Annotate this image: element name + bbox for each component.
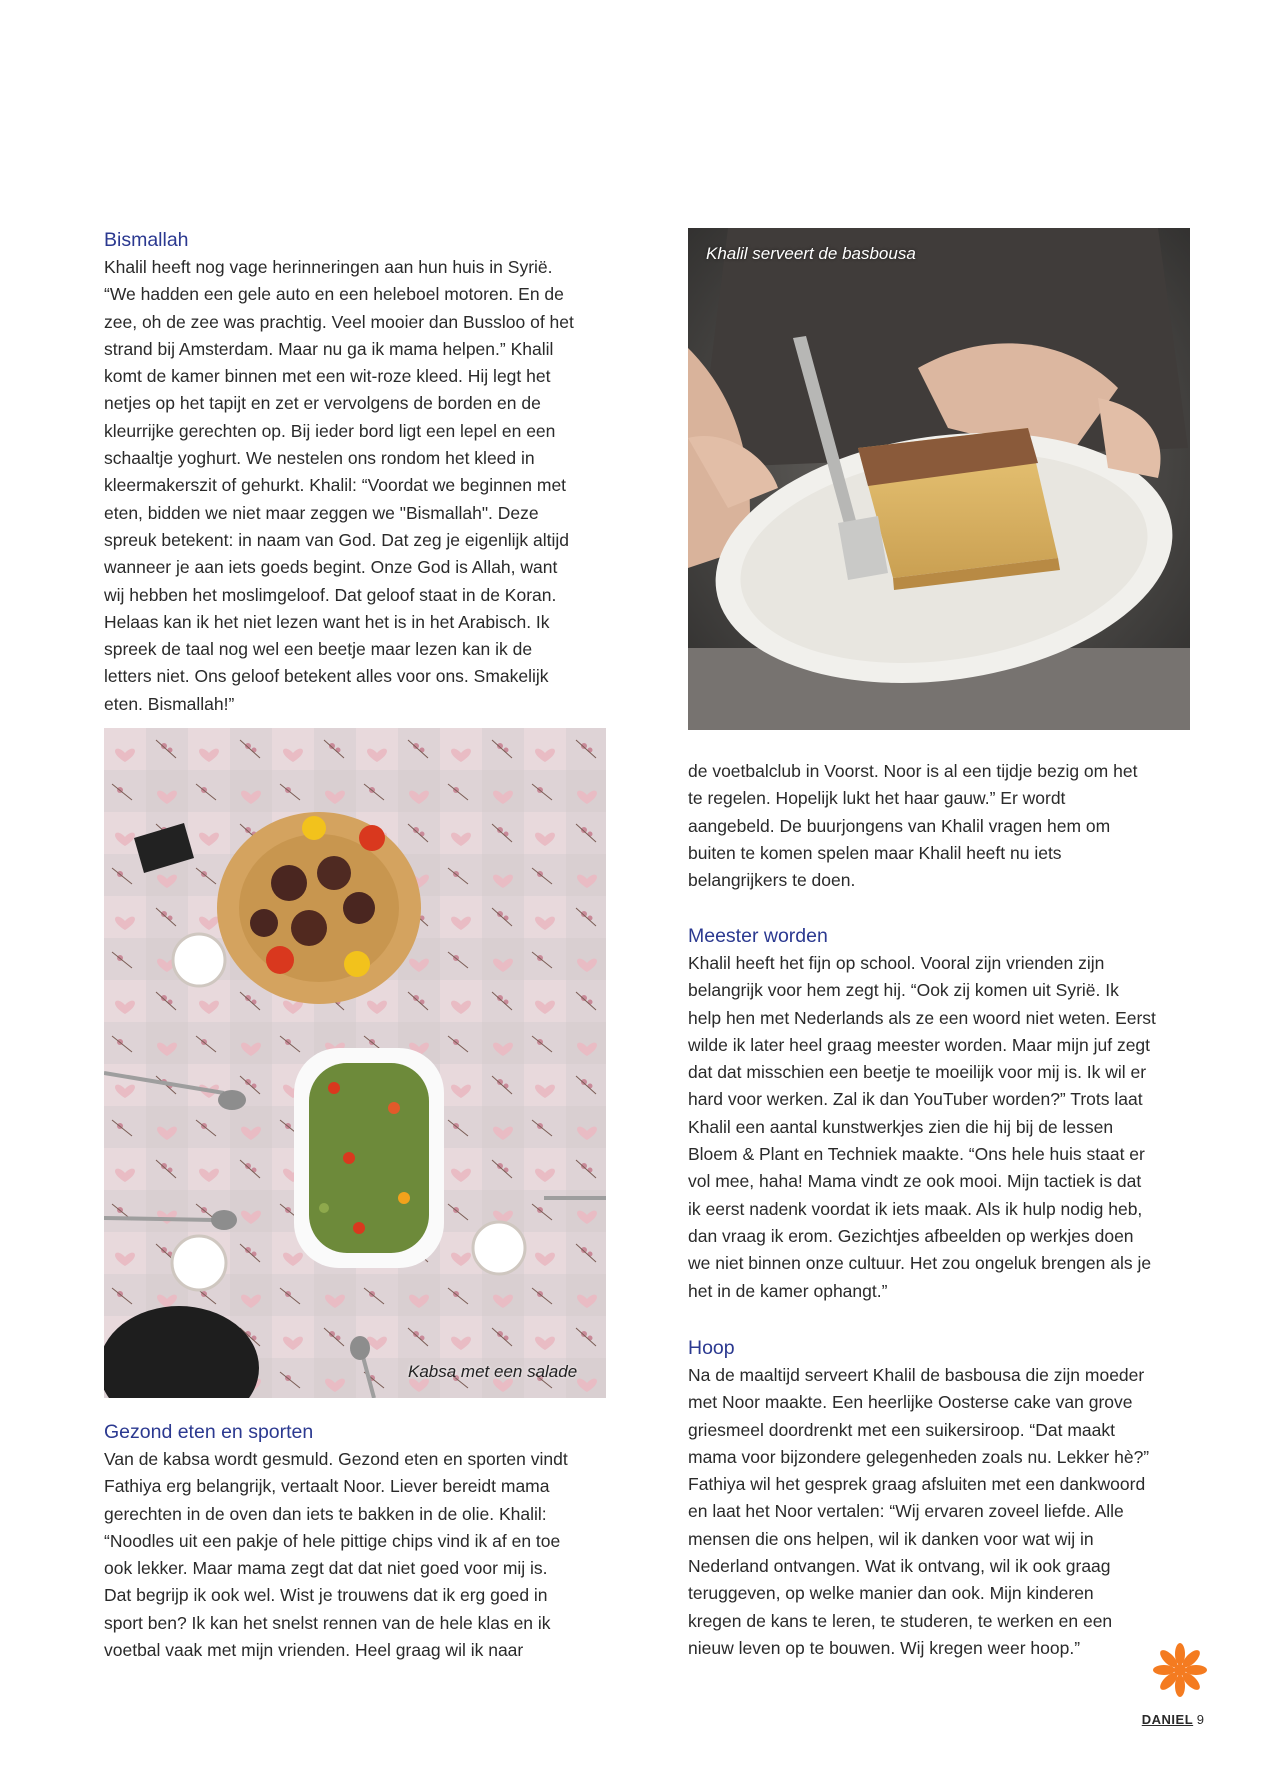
footer-brand: DANIEL [1141, 1712, 1194, 1727]
heading-hoop: Hoop [688, 1337, 735, 1359]
page-footer [1142, 1712, 1204, 1727]
page-number: 9 [1196, 1712, 1204, 1727]
heading-bismallah: Bismallah [104, 229, 189, 251]
section-meester [688, 922, 1208, 1305]
body-meester: Khalil heeft het fijn op school. Vooral zijn vrienden zijn belangrijk voor hem zegt hij. “Ook zij komen uit Syrië. Ik help hen met Nederlands als ze een woord niet weten. Eerst wilde ik later heel graag meester worden. Maar mijn juf zegt dat dat misschien een beetje te moeilijk voor mij is. Ik wil er hard voor werken. Zal ik dan YouTuber worden?” Trots laat Khalil een aantal kunstwerkjes zien die hij bij de lessen Bloem & Plant en Techniek maakte. “Ons hele huis staat er vol mee, haha! Mama vindt ze ook mooi. Mijn tactiek is dat ik eerst nadenk voordat ik iets maak. Als ik hulp nodig heb, dan vraag ik erom. Gezichtjes afbeelden op werkjes doen we niet binnen onze cultuur. Het zou ongeluk brengen als je het in de kamer ophangt.” [688, 953, 1156, 1301]
body-continuation: de voetbalclub in Voorst. Noor is al een tijdje bezig om het te regelen. Hopelijk lukt het haar gauw.” Er wordt aangebeld. De buurjongens van Khalil vragen hem om buiten te komen spelen maar Khalil heeft nu iets belangrijkers te doen. [688, 761, 1138, 891]
basbousa-image [688, 228, 1190, 730]
caption-basbousa: Khalil serveert de basbousa [706, 244, 916, 263]
section-gezond [104, 1418, 624, 1664]
body-gezond: Van de kabsa wordt gesmuld. Gezond eten en sporten vindt Fathiya erg belangrijk, vertaalt Noor. Liever bereidt mama gerechten in de oven dan iets te bakken in de olie. Khalil: “Noodles uit een pakje of hele pittige chips vind ik af en toe ook lekker. Maar mama zegt dat dat niet goed voor mij is. Dat begrijp ik ook wel. Wist je trouwens dat ik erg goed in sport ben? Ik kan het snelst rennen van de hele klas en ik voetbal vaak met mijn vrienden. Heel graag wil ik naar [104, 1449, 568, 1661]
caption-kabsa: Kabsa met een salade [408, 1362, 578, 1381]
body-bismallah: Khalil heeft nog vage herinneringen aan hun huis in Syrië. “We hadden een gele auto en een heleboel motoren. En de zee, oh de zee was prachtig. Veel mooier dan Bussloo of het strand bij Amsterdam. Maar nu ga ik mama helpen.” Khalil komt de kamer binnen met een wit-roze kleed. Hij legt het netjes op het tapijt en zet er vervolgens de borden en de kleurrijke gerechten op. Bij ieder bord ligt een lepel en een schaaltje yoghurt. We nestelen ons rondom het kleed in kleermakerszit of gehurkt. Khalil: “Voordat we beginnen met eten, bidden we niet maar zeggen we "Bismallah". Deze spreuk betekent: in naam van God. Dat zeg je eigenlijk altijd wanneer je aan iets goeds begint. Onze God is Allah, want wij hebben het moslimgeloof. Dat geloof staat in de Koran. Helaas kan ik het niet lezen want het is in het Arabisch. Ik spreek de taal nog wel een beetje maar lezen kan ik de letters niet. Ons geloof betekent alles voor ons. Smakelijk eten. Bismallah!” [104, 257, 574, 714]
section-bismallah [104, 226, 624, 718]
heading-gezond: Gezond eten en sporten [104, 1421, 314, 1443]
section-continuation [688, 758, 1208, 894]
heading-meester: Meester worden [688, 925, 828, 947]
flower-icon [1150, 1640, 1210, 1700]
body-hoop: Na de maaltijd serveert Khalil de basbousa die zijn moeder met Noor maakte. Een heerlijke Oosterse cake van grove griesmeel doordrenkt met een suikersiroop. “Dat maakt mama voor bijzondere gelegenheden zoals nu. Lekker hè?” Fathiya wil het gesprek graag afsluiten met een dankwoord en laat het Noor vertalen: “Wij ervaren zoveel liefde. Alle mensen die ons helpen, wil ik danken voor wat wij in Nederland ontvangen. Wat ik ontvang, wil ik ook graag teruggeven, op welke manier dan ook. Mijn kinderen kregen de kans te leren, te studeren, te werken en een nieuw leven op te bouwen. Wij kregen weer hoop.” [688, 1365, 1150, 1658]
photo-kabsa [104, 728, 606, 1398]
photo-basbousa [688, 228, 1190, 730]
section-hoop [688, 1334, 1208, 1662]
kabsa-image [104, 728, 606, 1398]
